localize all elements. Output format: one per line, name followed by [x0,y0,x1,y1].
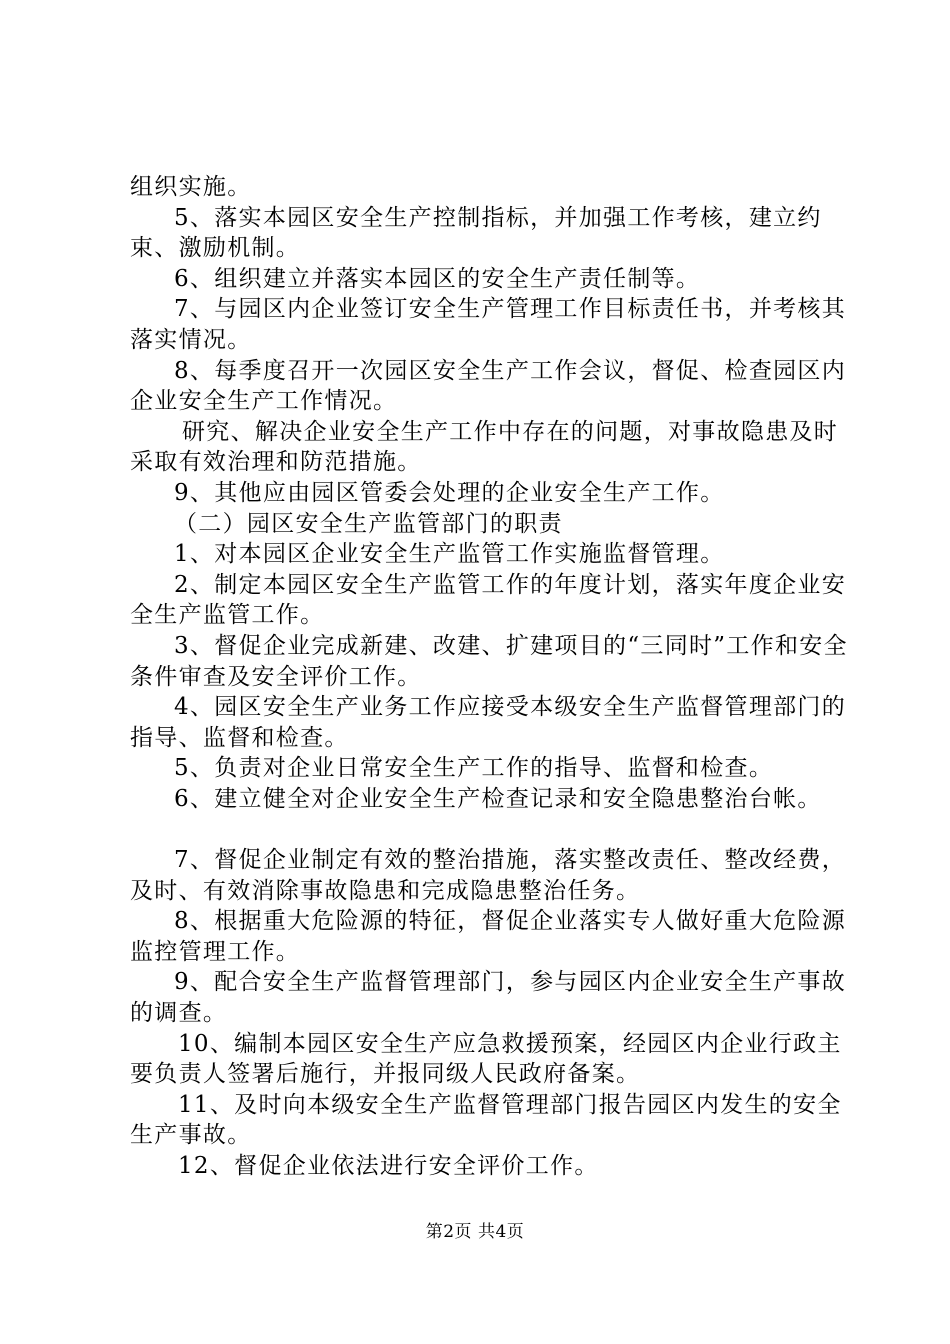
paragraph: 7、与园区内企业签订安全生产管理工作目标责任书，并考核其落实情况。 [130,296,847,353]
section-heading: （二）园区安全生产监管部门的职责 [174,510,563,537]
paragraph: 4、园区安全生产业务工作应接受本级安全生产监督管理部门的指导、监督和检查。 [130,694,847,751]
paragraph: 8、每季度召开一次园区安全生产工作会议，督促、检查园区内企业安全生产工作情况。 [130,357,847,415]
paragraph: 11、及时向本级安全生产监督管理部门报告园区内发生的安全生产事故。 [130,1091,842,1149]
paragraph: 5、负责对企业日常安全生产工作的指导、监督和检查。 [174,755,774,782]
paragraph: 9、配合安全生产监督管理部门，参与园区内企业安全生产事故的调查。 [130,969,847,1027]
paragraph: 10、编制本园区安全生产应急救援预案，经园区内企业行政主要负责人签署后施行，并报同级人民政府备案。 [130,1030,842,1088]
paragraph: 9、其他应由园区管委会处理的企业安全生产工作。 [174,479,725,506]
paragraph: 组织实施。 [130,174,252,200]
paragraph: 5、落实本园区安全生产控制指标，并加强工作考核，建立约束、激励机制。 [130,204,822,262]
paragraph: 12、督促企业依法进行安全评价工作。 [178,1153,599,1179]
page-footer: 第2页 共4页 [425,1222,525,1242]
paragraph: 2、制定本园区安全生产监管工作的年度计划，落实年度企业安全生产监管工作。 [130,571,847,629]
paragraph: 6、建立健全对企业安全生产检查记录和安全隐患整治台帐。 [174,785,822,812]
paragraph: 6、组织建立并落实本园区的安全生产责任制等。 [174,265,701,292]
paragraph: 3、督促企业完成新建、改建、扩建项目的“三同时”工作和安全条件审查及安全评价工作。 [130,632,848,690]
paragraph: 8、根据重大危险源的特征，督促企业落实专人做好重大危险源监控管理工作。 [130,908,847,965]
paragraph: 7、督促企业制定有效的整治措施，落实整改责任、整改经费，及时、有效消除事故隐患和完成隐患整治任务。 [130,847,847,904]
document-body [130,172,850,1182]
blank-line [130,814,850,845]
paragraph: 1、对本园区企业安全生产监管工作实施监督管理。 [174,541,725,568]
paragraph: 研究、解决企业安全生产工作中存在的问题，对事故隐患及时采取有效治理和防范措施。 [130,418,839,476]
